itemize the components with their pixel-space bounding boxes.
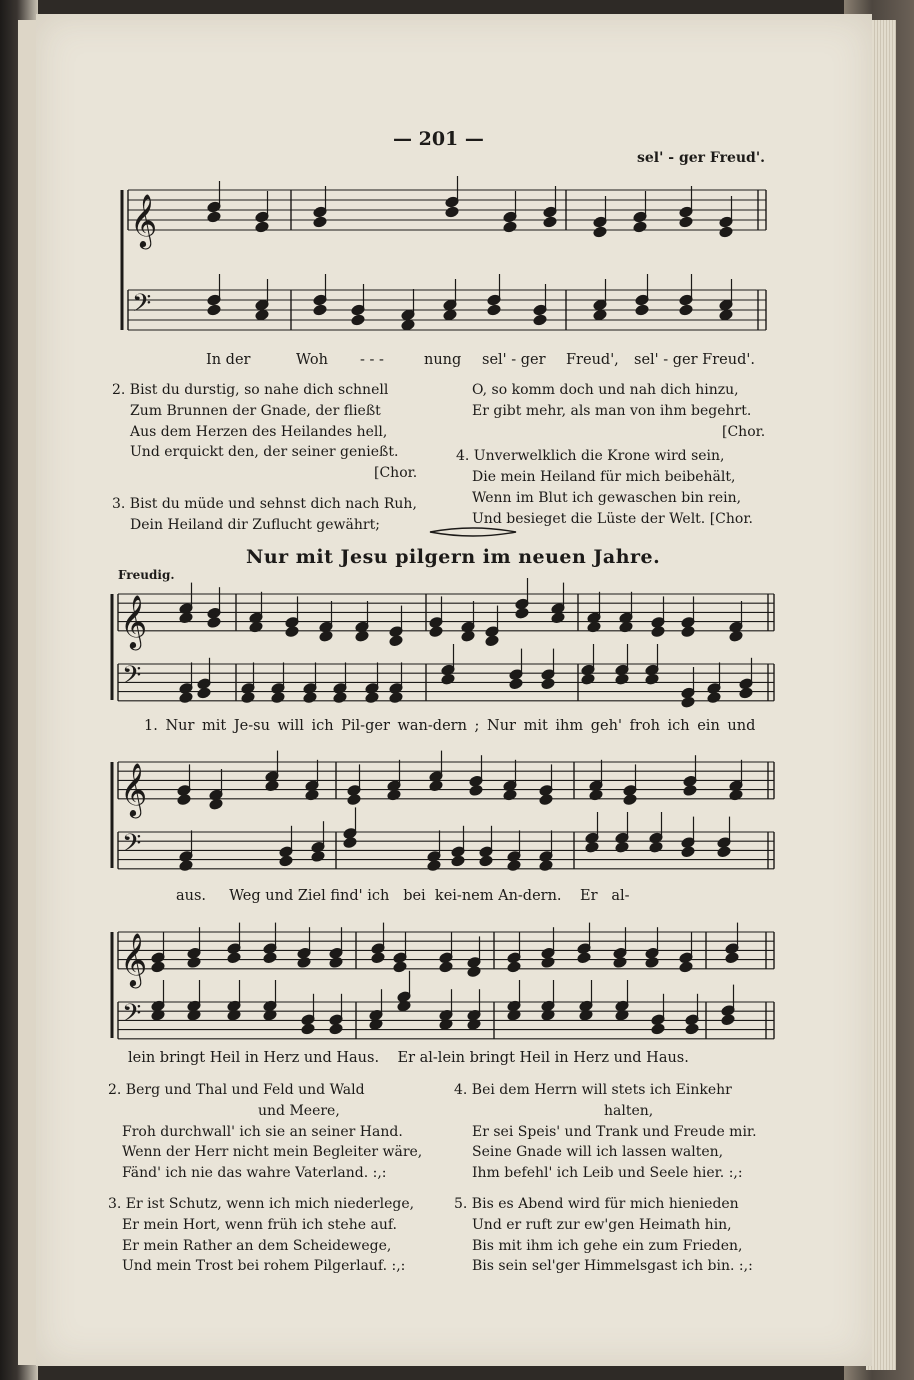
note-head bbox=[343, 837, 357, 849]
hymn1-lyric-w3: - - - bbox=[360, 352, 384, 368]
note-head bbox=[439, 961, 453, 973]
hymn1-verses-right bbox=[456, 380, 765, 530]
note-head bbox=[593, 309, 607, 321]
note-head bbox=[401, 319, 415, 331]
clef: 𝄢 bbox=[122, 998, 142, 1034]
note-head bbox=[313, 216, 327, 228]
note-head bbox=[515, 607, 529, 619]
note-head bbox=[209, 798, 223, 810]
verse-line: Und besieget die Lüste der Welt. [Chor. bbox=[472, 510, 753, 527]
verse-line: Zum Brunnen der Gnade, der fließt bbox=[130, 402, 381, 419]
note-head bbox=[151, 961, 165, 973]
note-head bbox=[333, 692, 347, 704]
note-head bbox=[311, 850, 325, 862]
hymn2-lyrics-2: aus. Weg und Ziel find' ich bei kei-nem An-dern. Er al- bbox=[176, 888, 630, 904]
note-head bbox=[577, 952, 591, 964]
note-head bbox=[679, 304, 693, 316]
note-head bbox=[241, 692, 255, 704]
note-head bbox=[313, 304, 327, 316]
note-head bbox=[681, 626, 695, 638]
note-head bbox=[301, 1023, 315, 1035]
note-head bbox=[427, 860, 441, 872]
hymn2-lyrics-1: 1. Nur mit Je-su will ich Pil-ger wan-dern ; Nur mit ihm geh' froh ich ein und bbox=[144, 718, 756, 734]
verse-line: Fänd' ich nie das wahre Vaterland. :,: bbox=[122, 1165, 387, 1182]
verse-line: Seine Gnade will ich lassen walten, bbox=[472, 1144, 724, 1161]
note-head bbox=[539, 860, 553, 872]
note-head bbox=[581, 673, 595, 685]
note-head bbox=[725, 952, 739, 964]
verse-line: Aus dem Herzen des Heilandes hell, bbox=[130, 423, 388, 440]
verse-line: 2. Bist du durstig, so nahe dich schnell bbox=[112, 382, 389, 398]
note-head bbox=[389, 635, 403, 647]
note-head bbox=[441, 673, 455, 685]
verse-line: und Meere, bbox=[258, 1102, 340, 1119]
note-head bbox=[429, 626, 443, 638]
verse-line: 4. Bei dem Herrn will stets ich Einkehr bbox=[454, 1082, 732, 1098]
note-head bbox=[451, 855, 465, 867]
verse-line: 5. Bis es Abend wird für mich hienieden bbox=[454, 1195, 739, 1212]
note-head bbox=[585, 841, 599, 853]
note-head bbox=[485, 635, 499, 647]
note-head bbox=[187, 956, 201, 968]
note-head bbox=[739, 687, 753, 699]
note-head bbox=[347, 794, 361, 806]
note-head bbox=[651, 626, 665, 638]
verse-line: 3. Bist du müde und sehnst dich nach Ruh, bbox=[112, 495, 417, 512]
note-head bbox=[263, 952, 277, 964]
note-head bbox=[679, 961, 693, 973]
note-head bbox=[651, 1023, 665, 1035]
note-head bbox=[539, 794, 553, 806]
note-head bbox=[351, 314, 365, 326]
note-head bbox=[719, 309, 733, 321]
hymn1-lyric-w7: sel' - ger Freud'. bbox=[634, 352, 755, 368]
note-head bbox=[707, 692, 721, 704]
note-head bbox=[681, 846, 695, 858]
note-head bbox=[593, 226, 607, 238]
note-head bbox=[227, 952, 241, 964]
verse-line: Wenn im Blut ich gewaschen bin rein, bbox=[472, 489, 742, 506]
hymn2-verses-left bbox=[108, 1080, 422, 1277]
note-head bbox=[633, 221, 647, 233]
note-head bbox=[729, 630, 743, 642]
note-head bbox=[365, 692, 379, 704]
verse-line: [Chor. bbox=[722, 423, 766, 440]
verse-line: Er mein Rather an dem Scheidewege, bbox=[122, 1237, 392, 1254]
note-head bbox=[303, 692, 317, 704]
verse-line: Er mein Hort, wenn früh ich stehe auf. bbox=[122, 1216, 397, 1233]
verse-line: Und er ruft zur ew'gen Heimath hin, bbox=[472, 1216, 732, 1233]
separator-ornament bbox=[428, 526, 518, 538]
verse-line: Er sei Speis' und Trank und Freude mir. bbox=[472, 1123, 757, 1140]
note-head bbox=[615, 673, 629, 685]
clef: 𝄞 bbox=[120, 931, 148, 986]
hymn2-verses-right bbox=[454, 1080, 757, 1277]
note-head bbox=[507, 860, 521, 872]
hymn1-lyric-w1: In der bbox=[206, 352, 251, 368]
note-head bbox=[645, 956, 659, 968]
verse-line: Froh durchwall' ich sie an seiner Hand. bbox=[122, 1123, 403, 1140]
verse-line: Er gibt mehr, als man von ihm begehrt. bbox=[472, 402, 752, 419]
note-head bbox=[393, 961, 407, 973]
note-head bbox=[541, 956, 555, 968]
note-head bbox=[255, 221, 269, 233]
note-head bbox=[207, 616, 221, 628]
hymn1-verses-left bbox=[112, 380, 417, 536]
clef: 𝄢 bbox=[132, 289, 152, 324]
note-head bbox=[479, 855, 493, 867]
verse-line: [Chor. bbox=[374, 465, 418, 482]
note-head bbox=[509, 678, 523, 690]
note-head bbox=[355, 630, 369, 642]
note-head bbox=[469, 784, 483, 796]
note-head bbox=[179, 860, 193, 872]
page-number: — 201 — bbox=[393, 128, 484, 150]
verse-line: Und erquickt den, der seiner genießt. bbox=[130, 444, 399, 461]
verse-line: 3. Er ist Schutz, wenn ich mich niederlege, bbox=[108, 1195, 415, 1212]
note-head bbox=[389, 692, 403, 704]
note-head bbox=[507, 961, 521, 973]
note-head bbox=[503, 221, 517, 233]
note-head bbox=[615, 841, 629, 853]
note-head bbox=[445, 206, 459, 218]
clef: 𝄢 bbox=[122, 828, 142, 864]
verse-line: 2. Berg und Thal und Feld und Wald bbox=[108, 1082, 365, 1098]
verse-line: Und mein Trost bei rohem Pilgerlauf. :,: bbox=[122, 1258, 406, 1275]
note-head bbox=[329, 1023, 343, 1035]
note-head bbox=[197, 687, 211, 699]
note-head bbox=[681, 696, 695, 708]
note-head bbox=[177, 794, 191, 806]
note-head bbox=[279, 855, 293, 867]
note-head bbox=[543, 216, 557, 228]
note-head bbox=[721, 1014, 735, 1026]
hymn1-lyric-w4: nung bbox=[424, 352, 462, 368]
hymn1-lyric-w2: Woh bbox=[296, 352, 328, 368]
note-head bbox=[679, 216, 693, 228]
note-head bbox=[207, 304, 221, 316]
clef: 𝄞 bbox=[130, 193, 158, 247]
hymn1-top-lyric: sel' - ger Freud'. bbox=[637, 150, 766, 166]
note-head bbox=[717, 846, 731, 858]
tempo-marking: Freudig. bbox=[118, 568, 175, 582]
note-head bbox=[271, 692, 285, 704]
note-head bbox=[649, 841, 663, 853]
note-head bbox=[329, 956, 343, 968]
note-head bbox=[179, 692, 193, 704]
verse-line: Bis sein sel'ger Himmelsgast ich bin. :,: bbox=[472, 1258, 753, 1275]
hymn1-lyric-w6: Freud', bbox=[566, 352, 619, 368]
note-head bbox=[613, 956, 627, 968]
verse-line: Dein Heiland dir Zuflucht gewährt; bbox=[130, 516, 380, 533]
note-head bbox=[645, 673, 659, 685]
note-head bbox=[443, 309, 457, 321]
note-head bbox=[297, 956, 311, 968]
clef: 𝄢 bbox=[122, 660, 142, 696]
note-head bbox=[623, 794, 637, 806]
clef: 𝄞 bbox=[120, 761, 148, 816]
note-head bbox=[285, 626, 299, 638]
hymn1-lyric-w5: sel' - ger bbox=[482, 352, 546, 368]
note-head bbox=[541, 678, 555, 690]
note-head bbox=[635, 304, 649, 316]
note-head bbox=[461, 630, 475, 642]
note-head bbox=[719, 226, 733, 238]
note-head bbox=[533, 314, 547, 326]
clef: 𝄞 bbox=[120, 593, 148, 648]
hymn2-title: Nur mit Jesu pilgern im neuen Jahre. bbox=[246, 546, 661, 568]
note-head bbox=[487, 304, 501, 316]
note-head bbox=[685, 1023, 699, 1035]
note-head bbox=[255, 309, 269, 321]
verse-line: O, so komm doch und nah dich hinzu, bbox=[472, 382, 739, 398]
hymn2-lyrics-3: lein bringt Heil in Herz und Haus. Er al-lein bringt Heil in Herz und Haus. bbox=[128, 1050, 689, 1066]
verse-line: Wenn der Herr nicht mein Begleiter wäre, bbox=[122, 1144, 423, 1161]
note-head bbox=[319, 630, 333, 642]
verse-line: halten, bbox=[604, 1102, 654, 1119]
verse-line: Bis mit ihm ich gehe ein zum Frieden, bbox=[472, 1237, 743, 1254]
verse-line: Ihm befehl' ich Leib und Seele hier. :,: bbox=[472, 1165, 743, 1182]
note-head bbox=[467, 966, 481, 978]
verse-line: 4. Unverwelklich die Krone wird sein, bbox=[456, 448, 725, 465]
note-head bbox=[207, 211, 221, 223]
note-head bbox=[371, 952, 385, 964]
note-head bbox=[683, 784, 697, 796]
verse-line: Die mein Heiland für mich beibehält, bbox=[472, 469, 736, 486]
